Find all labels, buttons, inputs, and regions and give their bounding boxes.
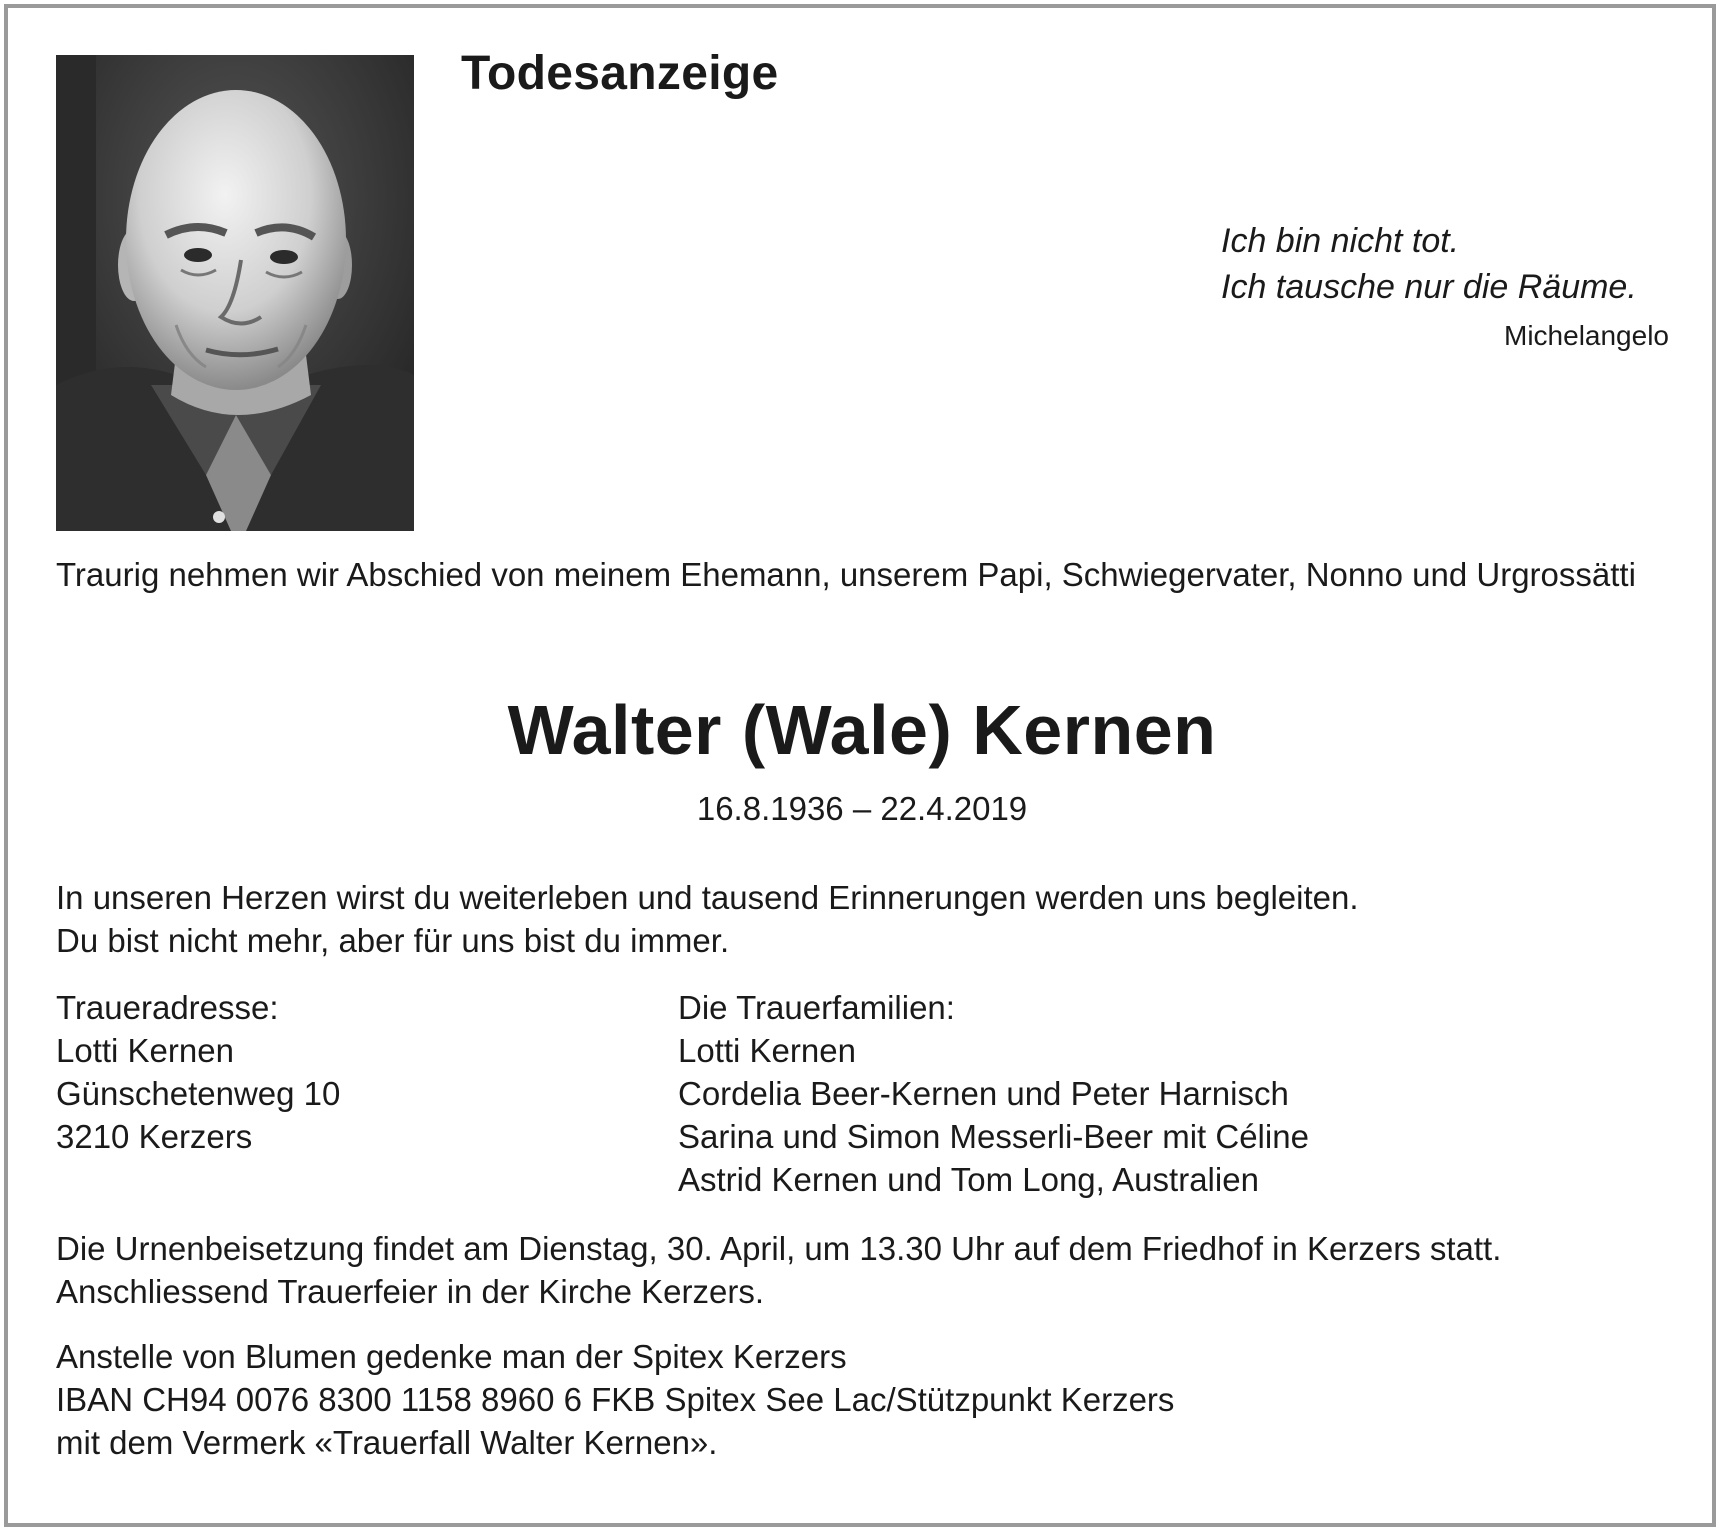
ceremony-text bbox=[56, 1227, 1501, 1313]
quote-author: Michelangelo bbox=[1504, 320, 1669, 351]
intro-text: Traurig nehmen wir Abschied von meinem Ehemann, unserem Papi, Schwiegervater, Nonno und Urgrossätti bbox=[56, 556, 1636, 593]
mourning-address bbox=[56, 986, 340, 1158]
ceremony-line: Anschliessend Trauerfeier in der Kirche Kerzers. bbox=[56, 1273, 764, 1310]
address-label: Traueradresse: bbox=[56, 989, 279, 1026]
donation-line: mit dem Vermerk «Trauerfall Walter Kernen». bbox=[56, 1424, 718, 1461]
portrait-photo bbox=[56, 55, 414, 531]
farewell-line: Du bist nicht mehr, aber für uns bist du immer. bbox=[56, 922, 730, 959]
address-line: 3210 Kerzers bbox=[56, 1118, 253, 1155]
farewell-line: In unseren Herzen wirst du weiterleben und tausend Erinnerungen werden uns begleiten. bbox=[56, 879, 1359, 916]
families-label: Die Trauerfamilien: bbox=[678, 989, 955, 1026]
family-line: Lotti Kernen bbox=[678, 1032, 856, 1069]
address-line: Lotti Kernen bbox=[56, 1032, 234, 1069]
donation-line: IBAN CH94 0076 8300 1158 8960 6 FKB Spitex See Lac/Stützpunkt Kerzers bbox=[56, 1381, 1175, 1418]
quote-line: Ich tausche nur die Räume. bbox=[1221, 268, 1637, 306]
family-line: Cordelia Beer-Kernen und Peter Harnisch bbox=[678, 1075, 1289, 1112]
deceased-name: Walter (Wale) Kernen bbox=[507, 691, 1217, 769]
address-line: Günschetenweg 10 bbox=[56, 1075, 341, 1112]
life-dates: 16.8.1936 – 22.4.2019 bbox=[696, 790, 1028, 827]
family-line: Astrid Kernen und Tom Long, Australien bbox=[678, 1161, 1259, 1198]
donation-line: Anstelle von Blumen gedenke man der Spitex Kerzers bbox=[56, 1338, 847, 1375]
farewell-text bbox=[56, 876, 1359, 962]
donation-text bbox=[56, 1335, 1174, 1464]
family-line: Sarina und Simon Messerli-Beer mit Céline bbox=[678, 1118, 1309, 1155]
quote-line: Ich bin nicht tot. bbox=[1221, 222, 1460, 260]
quote-block bbox=[1221, 218, 1669, 356]
notice-heading: Todesanzeige bbox=[461, 47, 779, 100]
ceremony-line: Die Urnenbeisetzung findet am Dienstag, 30. April, um 13.30 Uhr auf dem Friedhof in Kerzers statt. bbox=[56, 1230, 1502, 1267]
mourning-families bbox=[678, 986, 1309, 1201]
